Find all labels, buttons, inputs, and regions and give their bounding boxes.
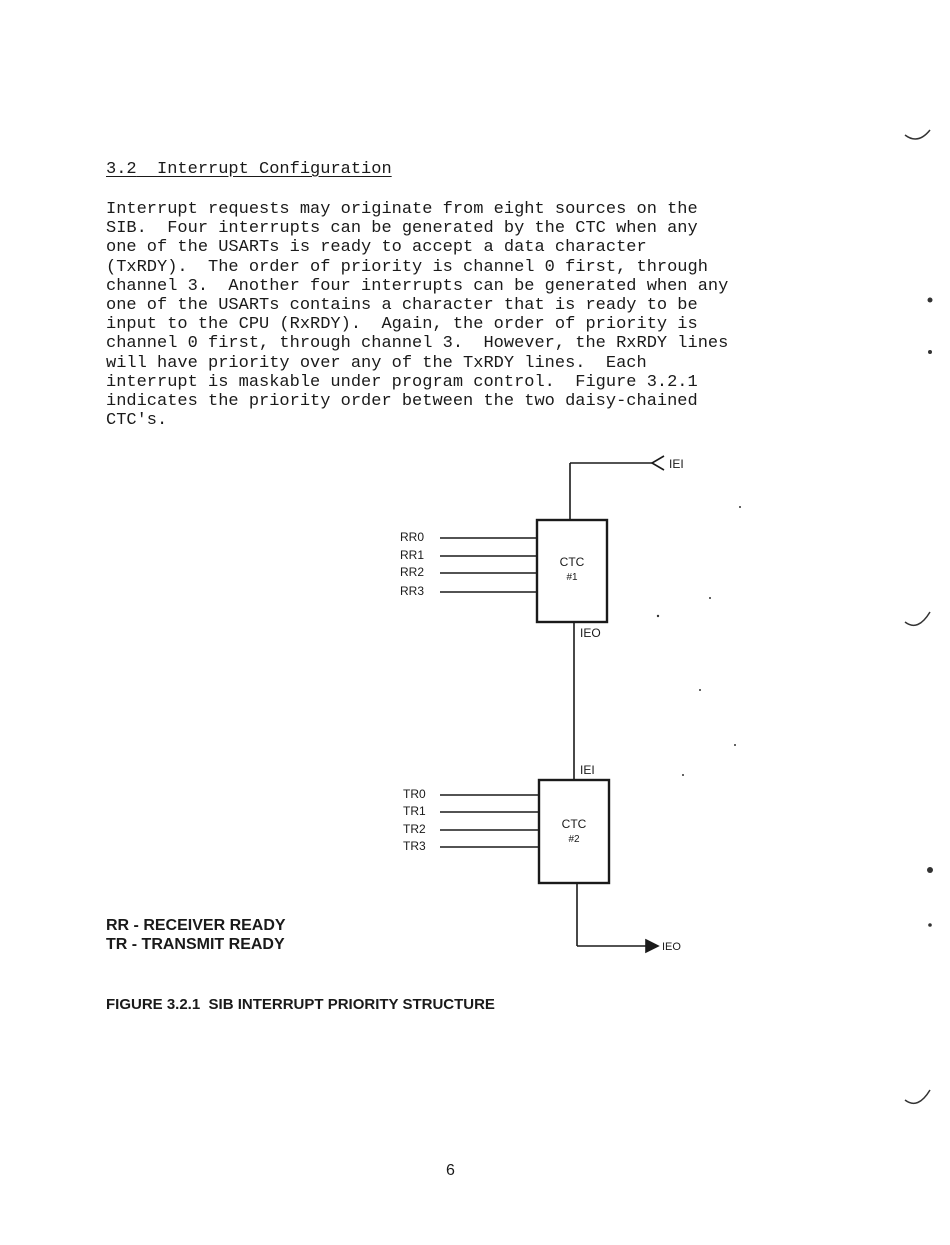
ieo-out-label: IEO	[662, 941, 681, 953]
scan-speck	[709, 597, 711, 599]
body-line: will have priority over any of the TxRDY lines. Each	[106, 353, 647, 373]
tr1-label: TR1	[403, 804, 426, 818]
body-line: SIB. Four interrupts can be generated by the CTC when any	[106, 219, 698, 239]
body-line: channel 0 first, through channel 3. However, the RxRDY lines	[106, 334, 729, 354]
legend-item: TR - TRANSMIT READY	[106, 936, 285, 953]
body-line: interrupt is maskable under program control. Figure 3.2.1	[106, 372, 698, 392]
rr1-label: RR1	[400, 548, 425, 562]
iei-top-label: IEI	[669, 457, 684, 471]
body-line: one of the USARTs is ready to accept a data character	[106, 238, 647, 258]
ctc1-number: #1	[566, 572, 578, 583]
body-line: channel 3. Another four interrupts can be generated when any	[106, 276, 729, 296]
body-line: indicates the priority order between the two daisy-chained	[106, 392, 698, 412]
iei-mid-label: IEI	[580, 763, 595, 777]
body-line: (TxRDY). The order of priority is channel 0 first, through	[106, 257, 708, 277]
iei-top-arrow	[652, 456, 664, 470]
tr0-label: TR0	[403, 787, 426, 801]
rr3-label: RR3	[400, 584, 425, 598]
figure-caption: FIGURE 3.2.1 SIB INTERRUPT PRIORITY STRUCTURE	[106, 996, 495, 1013]
section-number: 3.2	[106, 160, 137, 179]
section-title: Interrupt Configuration	[157, 160, 392, 179]
scan-speck	[928, 298, 933, 303]
scan-speck	[699, 689, 701, 691]
scan-speck	[657, 615, 659, 617]
tr2-label: TR2	[403, 822, 426, 836]
scan-speck	[734, 744, 736, 746]
ctc2-number: #2	[568, 834, 580, 845]
scan-mark	[905, 130, 930, 139]
scan-speck	[928, 350, 932, 354]
body-line: input to the CPU (RxRDY). Again, the order of priority is	[106, 315, 698, 335]
body-line: one of the USARTs contains a character that is ready to be	[106, 296, 698, 316]
diagram-legend	[106, 916, 286, 954]
page-number: 6	[446, 1162, 455, 1179]
rr0-label: RR0	[400, 530, 425, 544]
scan-speck	[682, 774, 684, 776]
scan-mark	[905, 612, 930, 625]
ctc2-box	[539, 780, 609, 883]
ieo-mid-label: IEO	[580, 626, 601, 640]
body-line: CTC's.	[106, 411, 168, 431]
ieo-out-arrow	[646, 940, 658, 952]
body-line: Interrupt requests may originate from eight sources on the	[106, 200, 698, 219]
scan-speck	[927, 867, 933, 873]
rr2-label: RR2	[400, 565, 425, 579]
tr3-label: TR3	[403, 839, 426, 853]
scan-mark	[905, 1090, 930, 1103]
ctc2-name: CTC	[561, 817, 587, 831]
scan-speck	[928, 923, 932, 927]
ctc1-name: CTC	[559, 555, 585, 569]
ctc1-box	[537, 520, 607, 622]
legend-item: RR - RECEIVER READY	[106, 917, 286, 934]
scan-speck	[739, 506, 741, 508]
